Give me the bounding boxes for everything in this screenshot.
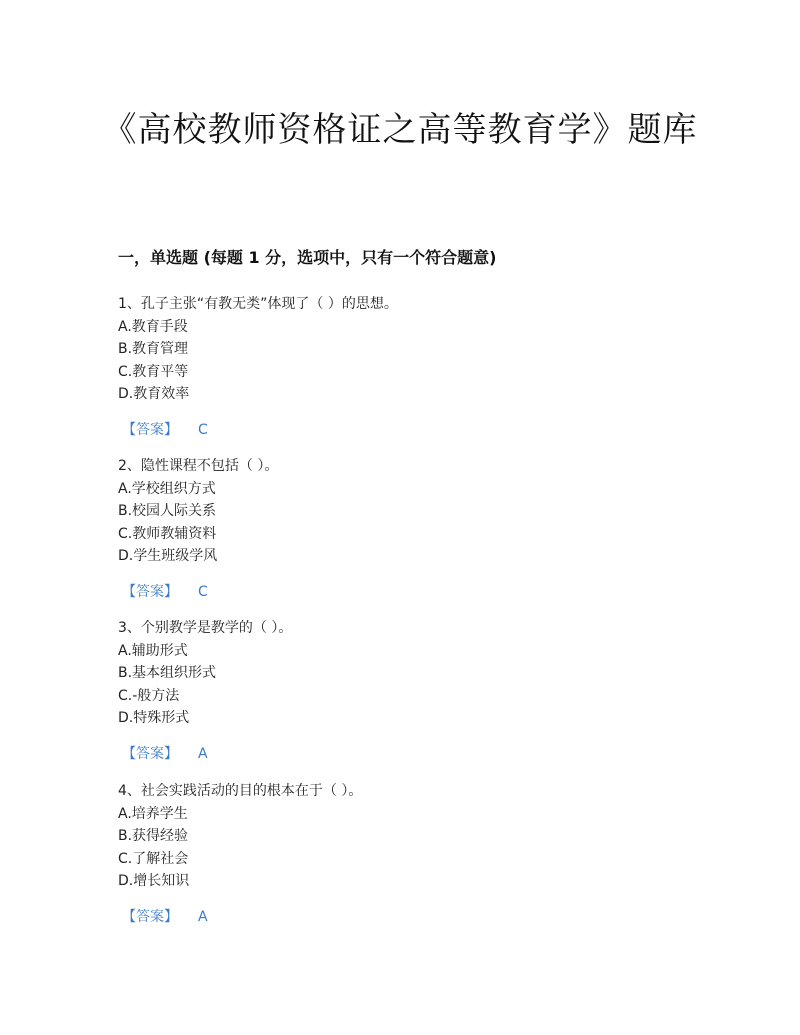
question-2 [118, 455, 718, 603]
answer-line [118, 581, 718, 603]
option-c: C.教师教辅资料 [118, 525, 217, 542]
option-a: A.学校组织方式 [118, 480, 216, 497]
answer-line [118, 419, 718, 441]
answer-label: 【答案】 [122, 909, 178, 925]
option-c: C.了解社会 [118, 850, 189, 867]
answer-label: 【答案】 [122, 584, 178, 600]
answer-value: A [198, 746, 208, 762]
question-stem: 3、个别教学是教学的（ ）。 [118, 620, 293, 636]
option-a: A.培养学生 [118, 805, 188, 822]
option-b: B.基本组织形式 [118, 665, 217, 681]
option-c: C.教育平等 [118, 363, 189, 380]
question-stem: 2、隐性课程不包括（ ）。 [118, 458, 279, 474]
question-1 [118, 293, 718, 441]
answer-label: 【答案】 [122, 422, 178, 438]
document-title: 《高校教师资格证之高等教育学》题库 [102, 110, 698, 150]
option-b: B.校园人际关系 [118, 503, 217, 519]
option-a: A.教育手段 [118, 318, 188, 335]
option-a: A.辅助形式 [118, 642, 188, 659]
answer-value: A [198, 909, 208, 925]
answer-value: C [198, 422, 208, 438]
answer-line [118, 743, 718, 765]
option-d: D.特殊形式 [118, 710, 190, 726]
answer-value: C [198, 584, 208, 600]
option-d: D.增长知识 [118, 873, 190, 889]
option-d: D.教育效率 [118, 386, 190, 402]
answer-line [118, 906, 718, 928]
option-b: B.获得经验 [118, 828, 189, 844]
question-3 [118, 617, 718, 765]
question-4 [118, 780, 718, 928]
option-c: C.-般方法 [118, 687, 180, 704]
section-heading: 一，单选题 (每题 1 分，选项中，只有一个符合题意) [118, 248, 497, 267]
question-stem: 4、社会实践活动的目的根本在于（ ）。 [118, 783, 363, 799]
option-b: B.教育管理 [118, 341, 189, 357]
question-stem: 1、孔子主张“有教无类”体现了（ ）的思想。 [118, 296, 398, 312]
answer-label: 【答案】 [122, 746, 178, 762]
option-d: D.学生班级学风 [118, 548, 218, 564]
